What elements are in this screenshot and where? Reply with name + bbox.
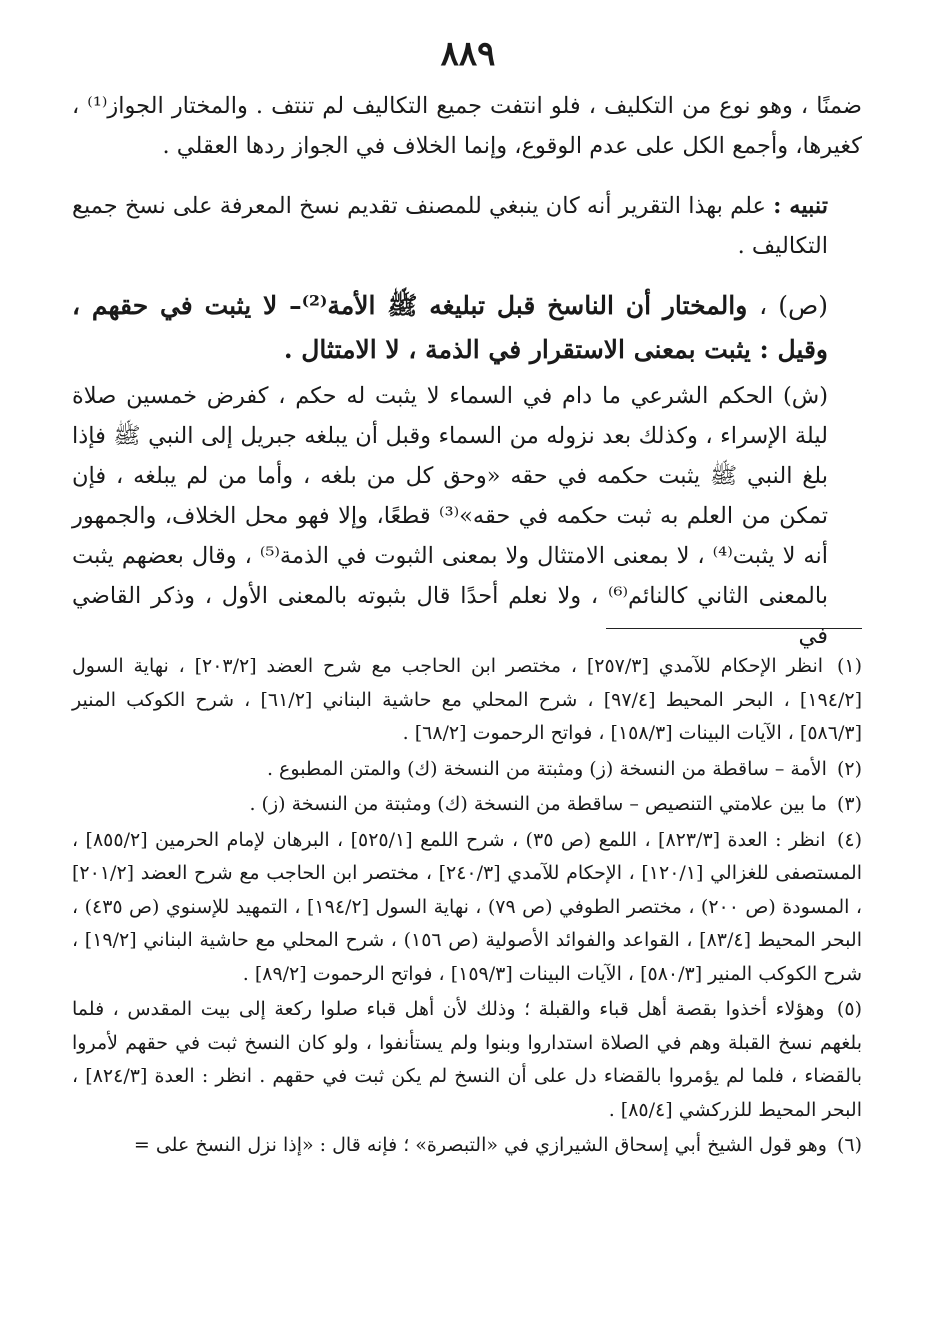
footnote [72,788,862,822]
footnote-number: (١) [836,655,862,677]
tanbih-block [72,186,862,266]
footnote [72,824,862,992]
tanbih-paragraph [72,186,862,266]
footnote-text: وهؤلاء أخذوا بقصة أهل قباء والقبلة ؛ وذلك لأن أهل قباء صلوا ركعة إلى بيت المقدس ، فلما بلغهم نسخ القبلة وهم في الصلاة استداروا وبنوا ولم يستأنفوا ، ولو كان النسخ ثبت في حقهم لأمروا بالقضاء ، فلما لم يؤمروا بالقضاء دل على أن النسخ لم يكن ثبت في حقهم . انظر : العدة [٨٢٤/٣] ، البحر المحيط للزركشي [٨٥/٤] . [72,998,862,1121]
sharh-block [72,376,862,656]
footnote-text: انظر : العدة [٨٢٣/٣] ، اللمع (ص ٣٥) ، شرح اللمع [٥٢٥/١] ، البرهان لإمام الحرمين [٨٥٥/٢] ، المستصفى للغزالي [١٢٠/١] ، الإحكام للآمدي [٢٤٠/٣] ، مختصر ابن الحاجب مع شرح العضد [٢٠١/٢] ، المسودة (ص ٢٠٠) ، مختصر الطوفي (ص ٧٩) ، نهاية السول [١٩٤/٢] ، التمهيد للإسنوي (ص ٤٣٥) ، البحر المحيط [٨٣/٤] ، القواعد والفوائد الأصولية (ص ١٥٦) ، شرح المحلي مع حاشية البناني [١٩/٢] ، شرح الكوكب المنير [٥٨٠/٣] ، الآيات البينات [١٥٩/٣] ، فواتح الرحموت [٨٩/٢] . [72,828,863,985]
matn-text: والمختار أن الناسخ قبل تبليغه ﷺ الأمة⁽²⁾– لا يثبت في حقهم ، وقيل : يثبت بمعنى الاستقرار في الذمة ، لا الامتثال . [72,291,828,364]
page-number: ٨٨٩ [440,34,496,74]
footnote-number: (٦) [836,1134,862,1156]
footnote-text: وهو قول الشيخ أبي إسحاق الشيرازي في «التبصرة» ؛ فإنه قال : «إذا نزل النسخ على = [133,1134,827,1156]
footnote [72,993,862,1127]
tanbih-label: تنبيه : [773,193,828,219]
footnote-text: ما بين علامتي التنصيص – ساقطة من النسخة (ك) ومثبتة من النسخة (ز) . [249,793,827,815]
matn-paragraph [72,284,862,372]
footnote [72,1129,862,1163]
footnote-number: (٤) [836,828,862,851]
tanbih-text: علم بهذا التقرير أنه كان ينبغي للمصنف تقديم نسخ المعرفة على نسخ جميع التكاليف . [72,193,828,259]
opening-paragraph: ضمنًا ، وهو نوع من التكليف ، فلو انتفت جميع التكاليف لم تنتف . والمختار الجواز⁽¹⁾ ، كغيرها، وأجمع الكل على عدم الوقوع، وإنما الخلاف في الجواز ردها العقلي . [72,93,862,159]
opening-paragraph-block [72,86,862,166]
footnote-number: (٢) [836,757,862,780]
footnote [72,650,862,751]
footnotes-list [72,650,862,1165]
footnote-text: انظر الإحكام للآمدي [٢٥٧/٣] ، مختصر ابن الحاجب مع شرح العضد [٢٠٣/٢] ، نهاية السول [١٩٤/٢] ، البحر المحيط [٩٧/٤] ، شرح المحلي مع حاشية البناني [٦١/٢] ، شرح الكوكب المنير [٥٨٦/٣] ، الآيات البينات [١٥٨/٣] ، فواتح الرحموت [٦٨/٢] . [72,655,862,744]
footnote [72,753,862,787]
sharh-paragraph: (ش) الحكم الشرعي ما دام في السماء لا يثبت له حكم ، كفرض خمسين صلاة ليلة الإسراء ، وكذلك بعد نزوله من السماء وقبل أن يبلغه جبريل إلى النبي ﷺ فإذا بلغ النبي ﷺ يثبت حكمه في حقه «وحق كل من بلغه ، وأما من لم يبلغه ، فإن تمكن من العلم به ثبت حكمه في حقه»⁽³⁾ قطعًا، وإلا فهو محل الخلاف، والجمهور أنه لا يثبت⁽⁴⁾ ، لا بمعنى الامتثال ولا بمعنى الثبوت في الذمة⁽⁵⁾ ، وقال بعضهم يثبت بالمعنى الثاني كالنائم⁽⁶⁾ ، ولا نعلم أحدًا قال بثبوته بالمعنى الأول ، وذكر القاضي في [72,383,829,649]
footnote-separator [606,628,862,629]
footnote-number: (٣) [836,793,862,815]
footnote-text: الأمة – ساقطة من النسخة (ز) ومثبتة من النسخة (ك) والمتن المطبوع . [266,757,827,780]
footnote-number: (٥) [836,998,862,1020]
matn-block [72,284,862,372]
matn-prefix: (ص) ، [759,291,829,320]
